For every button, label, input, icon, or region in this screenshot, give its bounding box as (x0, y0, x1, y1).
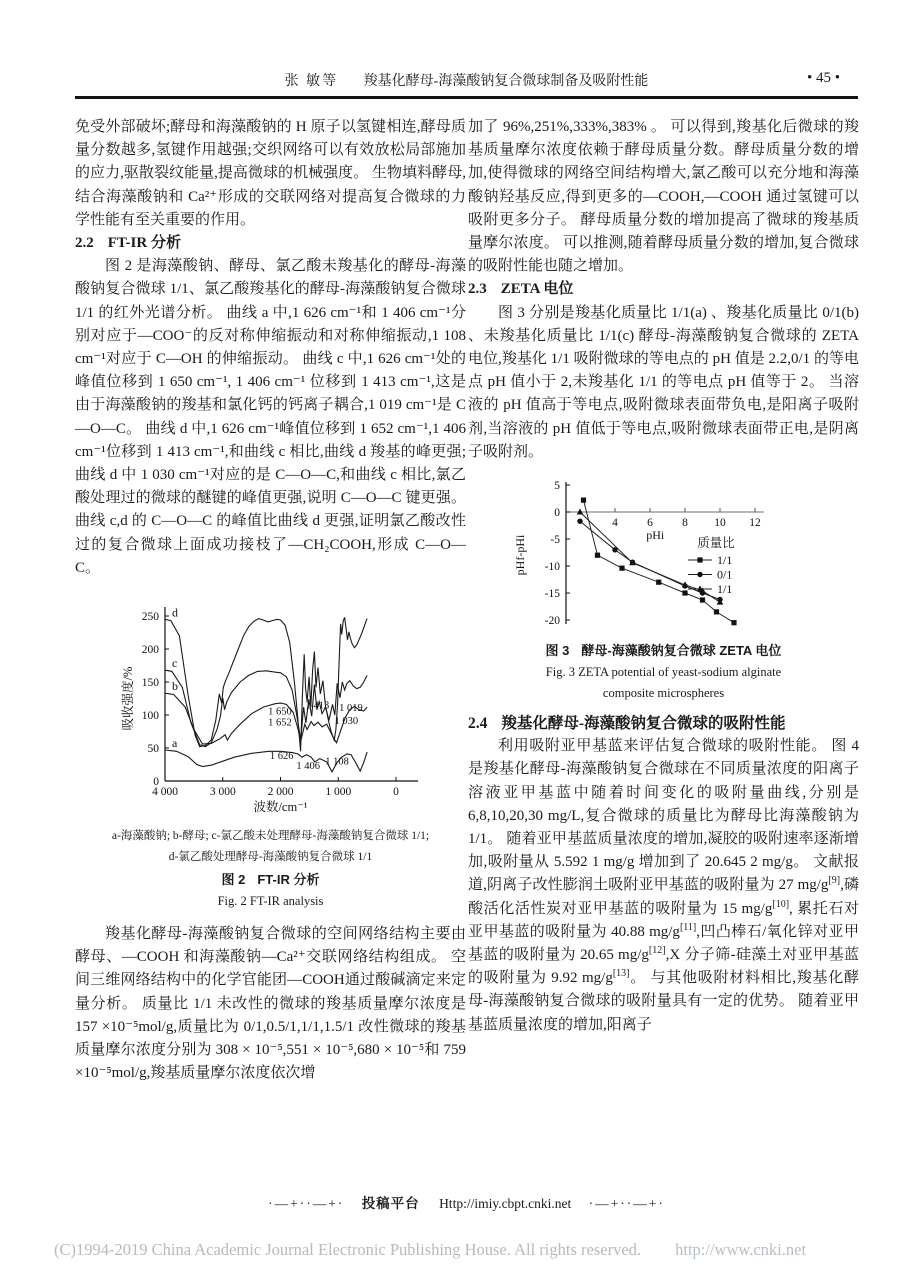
curve-label-d: d (172, 605, 178, 620)
y-tick-label: 5 (554, 480, 560, 493)
running-head-authors: 张 敏等 (284, 74, 339, 89)
paragraph-continued: 免受外部破坏;酵母和海藻酸钠的 H 原子以氢键相连,酵母质量分数越多,氢键作用越强;交织网络可以有效放松局部施加的应力,驱散裂纹能量,提高微球的机械强度。 生物填料酵母,结合海藻酸钠和 Ca²⁺形成的交联网络对提高复合微球的力学性能有至关重要的作用。 (75, 119, 466, 228)
fig3-caption-zh (468, 639, 859, 662)
x-axis-label: pHi (646, 528, 665, 543)
x-tick-label: 2 000 (267, 786, 294, 799)
x-tick-label: 4 000 (152, 786, 178, 799)
y-tick-label: 0 (554, 507, 560, 520)
zeta-series-0 (584, 500, 735, 623)
y-axis-label: 吸收强度/% (121, 666, 135, 731)
legend-label: 1/1 (717, 582, 733, 597)
x-tick-label: 1 000 (325, 786, 352, 799)
y-tick-label: -20 (544, 615, 560, 628)
zeta-chart (486, 467, 831, 639)
marker-square (700, 597, 705, 602)
marker-square (595, 553, 600, 558)
section-heading-2-4 (468, 712, 859, 735)
section-number: 2.3 (468, 281, 487, 298)
curve-label-a: a (172, 736, 178, 751)
section-heading-2-2 (75, 232, 466, 255)
copyright-url: http://www.cnki.net (675, 1240, 807, 1259)
fig2-caption-zh (75, 868, 466, 891)
submission-platform-label: 投稿平台 (361, 1196, 420, 1211)
marker-square (682, 590, 687, 595)
ftir-chart (120, 594, 450, 826)
x-tick-label: 3 000 (209, 786, 236, 799)
section-heading-2-3 (468, 278, 859, 301)
footer-ornament-right: ·—+··—+· (588, 1196, 665, 1211)
peak-annotation: 1 019 (339, 703, 363, 715)
paragraph-ftir: 图 2 是海藻酸钠、酵母、氯乙酸未羧基化的酵母-海藻酸钠复合微球 1/1、氯乙酸羧基化的酵母-海藻酸钠复合微球 1/1 的红外光谱分析。 曲线 a 中,1 626 cm⁻¹和 1 406 cm⁻¹分别对应于—COO⁻的反对称伸缩振动和对称伸缩振动,1 108 cm⁻¹对应于 C—OH 的伸缩振动。 曲线 c 中,1 626 cm⁻¹处的峰值位移到 1 650 cm⁻¹, 1 406 cm⁻¹ 位移到 1 413 cm⁻¹,这是由于海藻酸钠的羧基和氯化钙的钙离子耦合,1 019 cm⁻¹是 C—O—C。 曲线 d 中,1 626 cm⁻¹峰值位移到 1 652 cm⁻¹,1 406 cm⁻¹位移到 1 413 cm⁻¹,和曲线 c 相比,曲线 d 羧基的峰更强;曲线 d 中 1 030 cm⁻¹对应的是 C—O—C,和曲线 c 相比,氯乙酸处理过的微球的醚键的峰值更强,说明 C—O—C 键更强。 曲线 c,d 的 C—O—C 的峰值比曲线 d 更强,证明氯乙酸改性过的复合微球上面成功接枝了—CH₂COOH,形成 C—O—C。 (75, 258, 466, 576)
running-head (75, 70, 858, 90)
peak-annotation: 1 108 (325, 756, 349, 768)
fig2-note-line1: a-海藻酸钠; b-酵母; c-氯乙酸未处理酵母-海藻酸钠复合微球 1/1; (111, 830, 430, 843)
curve-label-c: c (172, 656, 178, 671)
header-rule (75, 96, 858, 99)
section-number: 2.4 (468, 715, 488, 733)
marker-square (697, 557, 702, 562)
y-tick-label: 0 (153, 776, 159, 789)
fig3-caption-label: 图 3 (545, 643, 570, 659)
marker-square (714, 609, 719, 614)
section-title: 羧基化酵母-海藻酸钠复合微球的吸附性能 (501, 715, 786, 733)
copyright-bar (54, 1240, 806, 1260)
x-tick-label: 10 (714, 517, 726, 530)
running-head-title: 羧基化酵母-海藻酸钠复合微球制备及吸附性能 (363, 74, 649, 89)
x-axis-label: 波数/cm⁻¹ (253, 800, 308, 815)
marker-circle (697, 572, 702, 577)
peak-annotation: 1 650 (268, 706, 292, 718)
peak-annotation: 1 652 (268, 717, 292, 729)
peak-annotation: 1 626 (269, 751, 294, 763)
x-tick-label: 8 (682, 517, 688, 530)
marker-square (581, 498, 586, 503)
fig3-caption-en-line1: Fig. 3 ZETA potential of yeast-sodium alginate (545, 665, 782, 680)
figure-2 (75, 594, 466, 912)
submission-platform-url: Http://imiy.cbpt.cnki.net (439, 1196, 572, 1211)
peak-annotation: 1 413 (305, 700, 330, 712)
paragraph-adsorption: 利用吸附亚甲基蓝来评估复合微球的吸附性能。 图 4 是羧基化酵母-海藻酸钠复合微球在不同质量浓度的阳离子溶液亚甲基蓝中随着时间变化的吸附量曲线,分别是 6,8,10,20,30 mg/L,复合微球的质量比为酵母比海藻酸钠为 1/1。 随着亚甲基蓝质量浓度的增加,凝胶的吸附速率逐渐增加,吸附量从 5.592 1 mg/g 增加到了 20.645 2 mg/g。 文献报道,阴离子改性膨润土吸附亚甲基蓝的吸附量为 27 mg/g[9],磷酸活化活性炭对亚甲基蓝的吸附量为 15 mg/g[10], 累托石对亚甲基蓝的吸附量为 40.88 mg/g[11],凹凸棒石/氧化锌对亚甲基蓝的吸附量为 20.65 mg/g[12],X 分子筛-硅藻土对亚甲基蓝的吸附量为 9.92 mg/g[13]。 与其他吸附材料相比,羧基化酵母-海藻酸钠复合微球的吸附量具有一定的优势。 随着亚甲基蓝质量浓度的增加,阳离子 (468, 738, 859, 1033)
y-tick-label: 150 (141, 677, 159, 690)
fig2-caption-text: FT-IR 分析 (257, 872, 320, 888)
page-footer (75, 1192, 858, 1212)
marker-circle (577, 519, 582, 524)
marker-square (656, 580, 661, 585)
x-tick-label: 12 (749, 517, 761, 530)
marker-square (619, 566, 624, 571)
paragraph-continued-right: 加了 96%,251%,333%,383% 。 可以得到,羧基化后微球的羧基质量摩尔浓度依赖于酵母质量分数。酵母质量分数的增加,使得微球的网络空间结构增大,氯乙酸可以充分地和海藻酸钠羟基反应,得到更多的—COOH,—COOH 通过氢键可以吸附更多分子。 酵母质量分数的增加提高了微球的羧基质量摩尔浓度。 可以推测,随着酵母质量分数的增加,复合微球的吸附性能也随之增加。 (468, 119, 859, 275)
footer-ornament-left: ·—+··—+· (268, 1196, 345, 1211)
legend-label: 1/1 (717, 553, 733, 568)
y-axis-label: pHf-pHi (513, 534, 527, 576)
y-tick-label: 200 (141, 644, 159, 657)
page-header (75, 70, 858, 92)
peak-annotation: 1 030 (334, 716, 359, 728)
fig2-caption-en: Fig. 2 FT-IR analysis (217, 894, 324, 909)
fig2-note-line2: d-氯乙酸处理酵母-海藻酸钠复合微球 1/1 (168, 851, 373, 864)
y-tick-label: -10 (544, 561, 560, 574)
legend-title: 质量比 (697, 536, 735, 551)
paragraph-network: 羧基化酵母-海藻酸钠复合微球的空间网络结构主要由酵母、—COOH 和海藻酸钠—Ca²⁺交联网络结构组成。 空间三维网络结构中的化学官能团—COOH通过酸碱滴定来定量分析。 质量比 1/1 未改性的微球的羧基质量摩尔浓度是 157 ×10⁻⁵mol/g,质量比为 0/1,0.5/1,1/1,1.5/1 改性微球的羧基质量摩尔浓度分别为 308 × 10⁻⁵,551 × 10⁻⁵,680 × 10⁻⁵和 759 ×10⁻⁵mol/g,羧基质量摩尔浓度依次增 (75, 926, 466, 1082)
legend-label: 0/1 (717, 567, 733, 582)
left-column (75, 116, 466, 1085)
y-tick-label: 250 (141, 611, 159, 624)
section-number: 2.2 (75, 235, 94, 252)
page-number: • 45 • (806, 70, 840, 86)
x-tick-label: 6 (647, 517, 653, 530)
peak-annotation: 1 406 (296, 761, 321, 773)
copyright-notice: (C)1994-2019 China Academic Journal Electronic Publishing House. All rights reserved. (54, 1240, 642, 1259)
fig3-caption-en-line2: composite microspheres (602, 686, 725, 701)
x-tick-label: 0 (393, 786, 399, 799)
y-tick-label: 50 (147, 743, 159, 756)
x-tick-label: 4 (612, 517, 618, 530)
y-tick-label: -5 (550, 534, 560, 547)
y-tick-label: -15 (544, 588, 560, 601)
paragraph-zeta: 图 3 分别是羧基化质量比 1/1(a) 、羧基化质量比 0/1(b) 、未羧基化质量比 1/1(c) 酵母-海藻酸钠复合微球的 ZETA 电位,羧基化 1/1 吸附微球的等电点的 pH 值是 2.2,0/1 的等电点 pH 值小于 2,未羧基化 1/1 的等电点 pH 值等于 2。 当溶液的 pH 值高于等电点,吸附微球表面带负电,是阳离子吸附剂,当溶液的 pH 值低于等电点,吸附微球表面带正电,是阴离子吸附剂。 (468, 304, 859, 460)
right-column (468, 116, 859, 1037)
curve-label-b: b (172, 679, 178, 694)
fig2-caption-label: 图 2 (221, 872, 246, 888)
fig3-caption-text: 酵母-海藻酸钠复合微球 ZETA 电位 (581, 643, 782, 659)
y-tick-label: 100 (141, 710, 159, 723)
section-title: FT-IR 分析 (107, 235, 181, 252)
marker-square (731, 620, 736, 625)
figure-3 (468, 467, 859, 704)
section-title: ZETA 电位 (500, 281, 574, 298)
